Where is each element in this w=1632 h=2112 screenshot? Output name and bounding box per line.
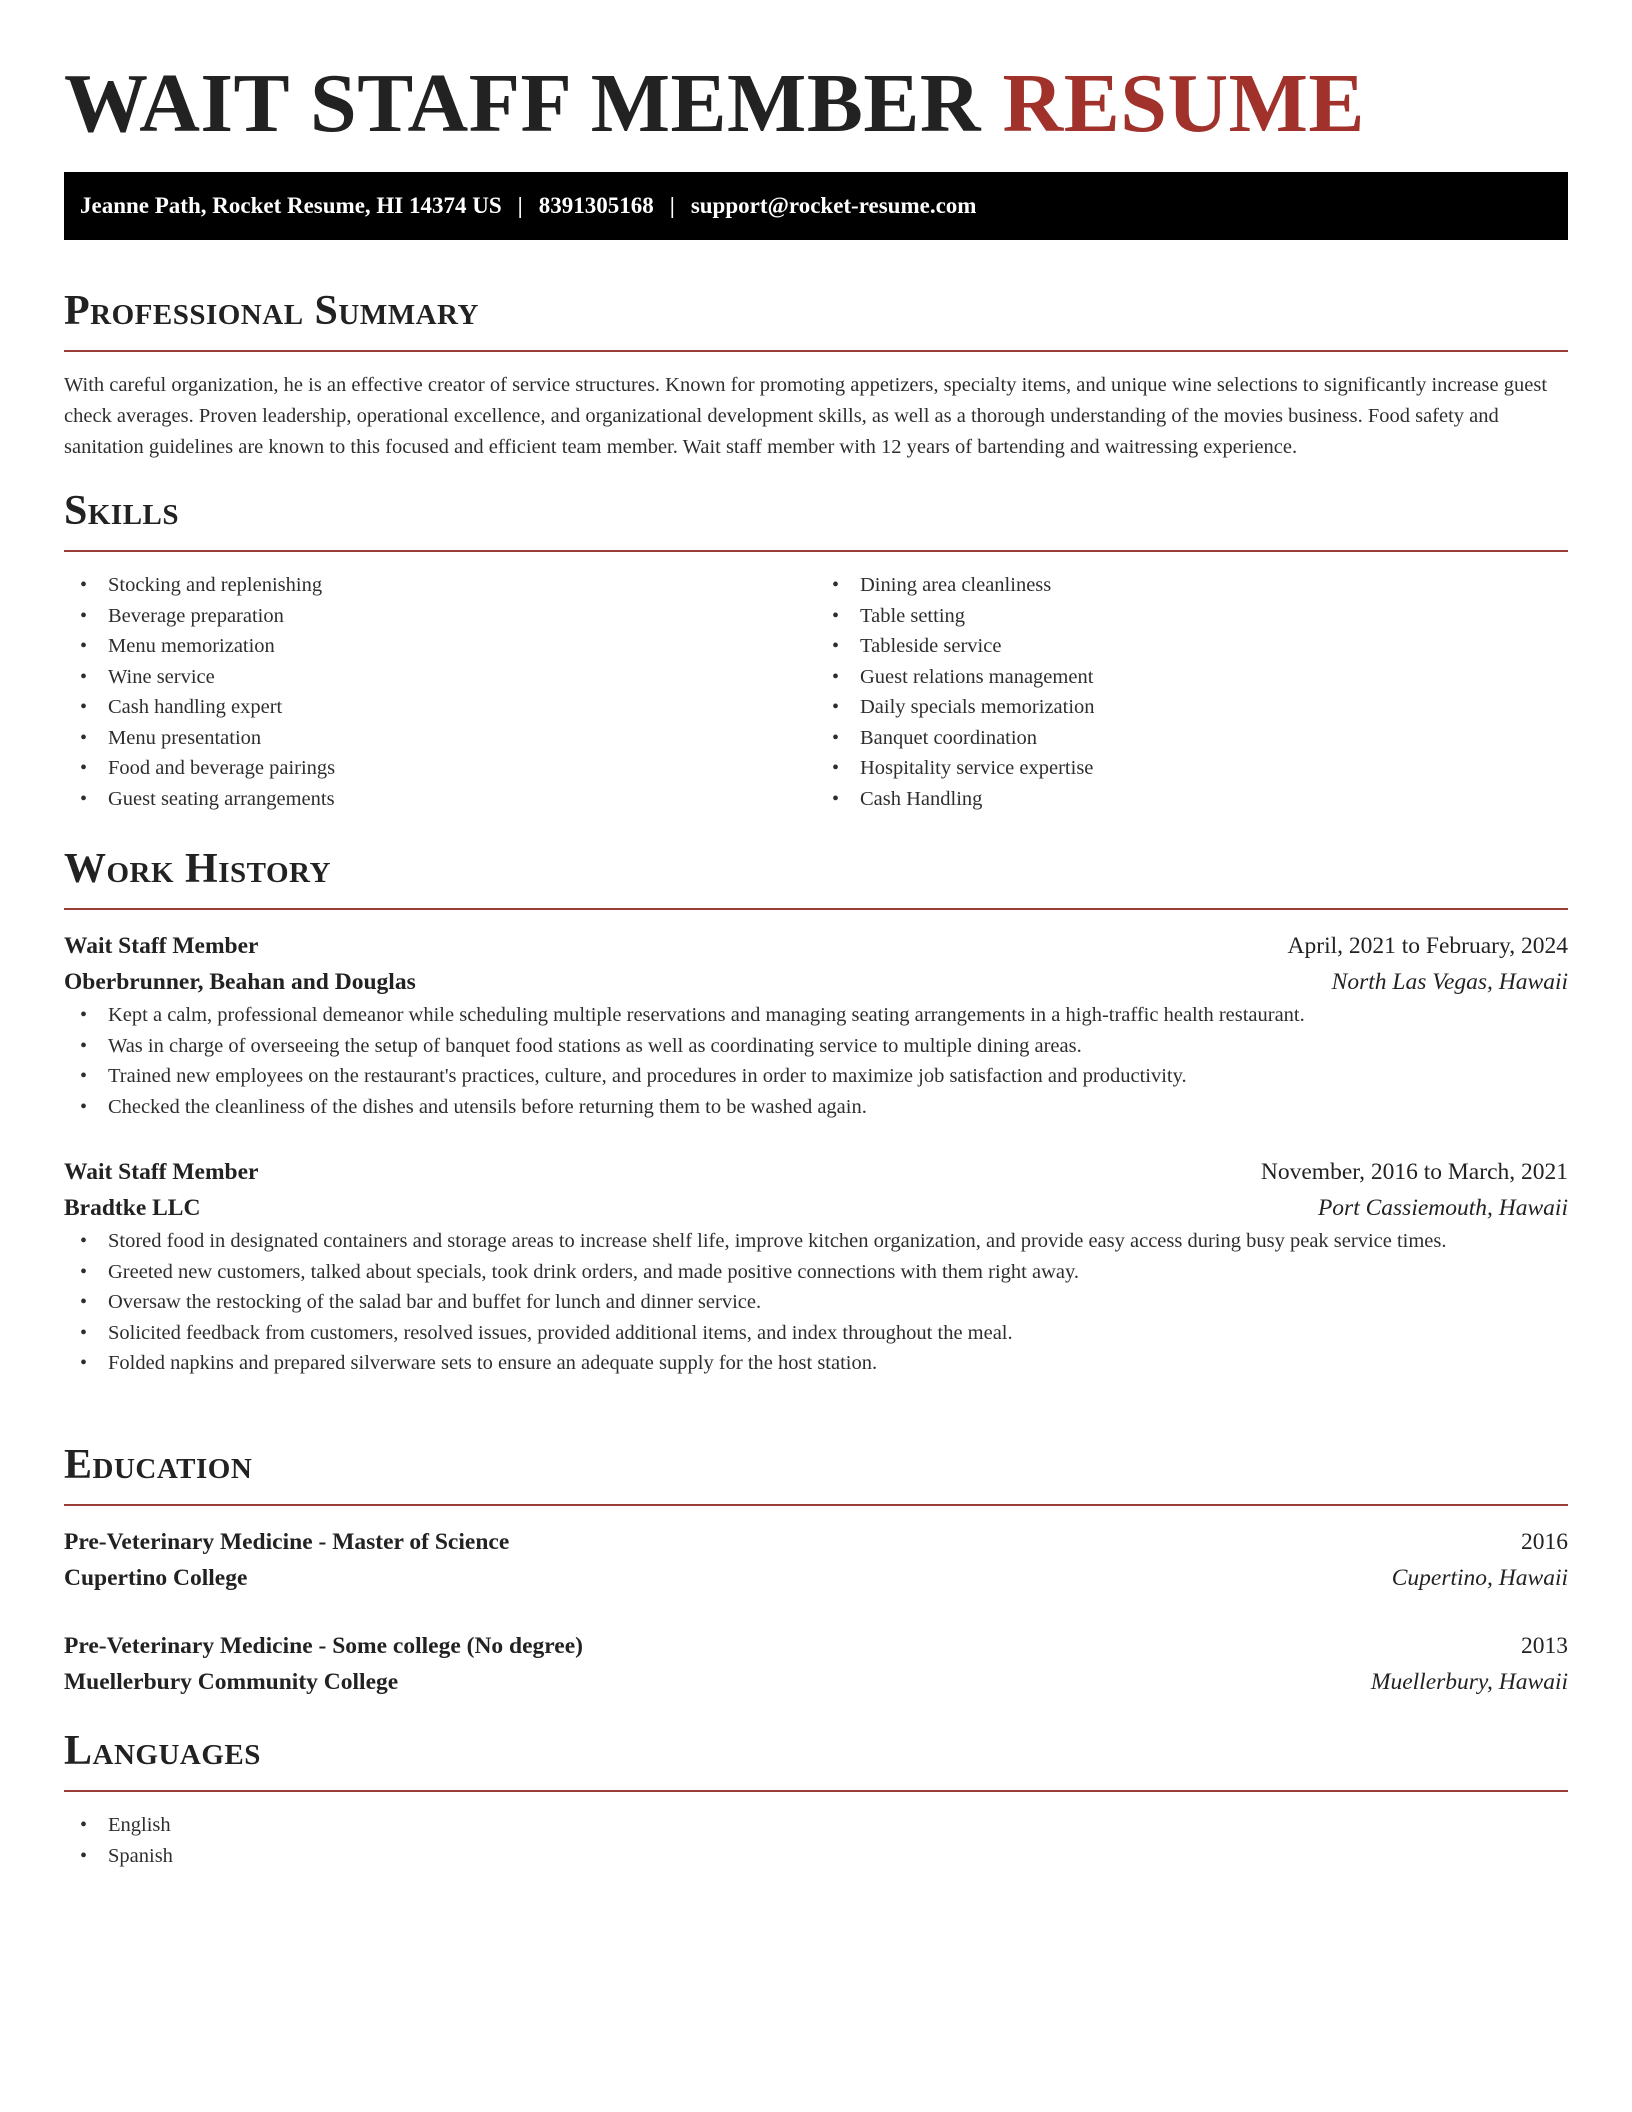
education-school-row (64, 1560, 1568, 1596)
skills-list-left (64, 570, 816, 814)
language-item: • Spanish (64, 1841, 1568, 1872)
language-item: • English (64, 1810, 1568, 1841)
section-heading: Education (64, 1442, 253, 1488)
job-duty: • Checked the cleanliness of the dishes and utensils before returning them to be washed again. (64, 1092, 1568, 1123)
contact-email: support@rocket-resume.com (690, 193, 977, 218)
job-entry (64, 1154, 1568, 1379)
skill-item: • Dining area cleanliness (816, 570, 1568, 601)
resume-title (64, 0, 1568, 150)
education-location: Cupertino, Hawaii (1391, 1565, 1568, 1591)
skill-item: • Beverage preparation (64, 601, 816, 632)
skill-item: • Menu memorization (64, 631, 816, 662)
section-divider (64, 1790, 1568, 1792)
section-divider (64, 908, 1568, 910)
skills-column-right (816, 570, 1568, 814)
languages-section (64, 1726, 1568, 1871)
job-duty: • Folded napkins and prepared silverware sets to ensure an adequate supply for the host station. (64, 1348, 1568, 1379)
job-location: Port Cassiemouth, Hawaii (1317, 1195, 1568, 1221)
education-degree: Pre-Veterinary Medicine - Master of Science (64, 1529, 510, 1555)
skill-item: • Daily specials memorization (816, 692, 1568, 723)
job-duty: • Stored food in designated containers and storage areas to increase shelf life, improve kitchen organization, and provide easy access during busy peak service times. (64, 1226, 1568, 1257)
education-school-row (64, 1664, 1568, 1700)
section-divider (64, 350, 1568, 352)
section-heading: Professional Summary (64, 288, 479, 334)
section-heading: Work History (64, 846, 331, 892)
contact-separator: | (669, 193, 675, 218)
education-header-row (64, 1524, 1568, 1560)
skill-item: • Guest seating arrangements (64, 784, 816, 815)
job-duties-list (64, 1226, 1568, 1379)
job-duty: • Was in charge of overseeing the setup of banquet food stations as well as coordinating service to multiple dining areas. (64, 1031, 1568, 1062)
job-duty: • Kept a calm, professional demeanor while scheduling multiple reservations and managing seating arrangements in a high-traffic health restaurant. (64, 1000, 1568, 1031)
skills-list-right (816, 570, 1568, 814)
skill-item: • Hospitality service expertise (816, 753, 1568, 784)
education-year: 2016 (1521, 1529, 1568, 1555)
education-section (64, 1440, 1568, 1700)
skills-section (64, 486, 1568, 814)
job-location: North Las Vegas, Hawaii (1331, 969, 1568, 995)
section-heading: Skills (64, 488, 180, 534)
job-duty: • Oversaw the restocking of the salad bar and buffet for lunch and dinner service. (64, 1287, 1568, 1318)
contact-phone: 8391305168 (538, 193, 654, 218)
education-year: 2013 (1521, 1633, 1568, 1659)
job-company-row (64, 1190, 1568, 1226)
skills-column-left (64, 570, 816, 814)
contact-separator: | (517, 193, 523, 218)
contact-address: Jeanne Path, Rocket Resume, HI 14374 US (80, 193, 502, 218)
languages-list (64, 1810, 1568, 1871)
summary-section (64, 286, 1568, 463)
education-entry (64, 1628, 1568, 1700)
title-main: WAIT STAFF MEMBER (64, 57, 982, 150)
job-duties-list (64, 1000, 1568, 1122)
skill-item: • Wine service (64, 662, 816, 693)
education-entry (64, 1524, 1568, 1596)
work-history-section (64, 844, 1568, 1379)
section-heading: Languages (64, 1728, 261, 1774)
job-header-row (64, 928, 1568, 964)
job-title: Wait Staff Member (64, 933, 259, 959)
skills-grid (64, 570, 1568, 814)
education-school: Muellerbury Community College (64, 1669, 399, 1695)
skill-item: • Cash Handling (816, 784, 1568, 815)
skill-item: • Cash handling expert (64, 692, 816, 723)
skill-item: • Stocking and replenishing (64, 570, 816, 601)
job-title: Wait Staff Member (64, 1159, 259, 1185)
skill-item: • Banquet coordination (816, 723, 1568, 754)
section-divider (64, 1504, 1568, 1506)
job-company: Oberbrunner, Beahan and Douglas (64, 969, 416, 995)
skill-item: • Menu presentation (64, 723, 816, 754)
education-location: Muellerbury, Hawaii (1370, 1669, 1568, 1695)
education-degree: Pre-Veterinary Medicine - Some college (No degree) (64, 1633, 583, 1659)
summary-text: With careful organization, he is an effective creator of service structures. Known for promoting appetizers, specialty items, and unique wine selections to significantly increase guest check averages. Proven leadership, operational excellence, and organizational development skills, as well as a thorough understanding of the movies business. Food safety and sanitation guidelines are known to this focused and efficient team member. Wait staff member with 12 years of bartending and waitressing experience. (64, 374, 1548, 458)
skill-item: • Food and beverage pairings (64, 753, 816, 784)
skill-item: • Guest relations management (816, 662, 1568, 693)
job-duty: • Trained new employees on the restaurant's practices, culture, and procedures in order to maximize job satisfaction and productivity. (64, 1061, 1568, 1092)
job-entry (64, 928, 1568, 1122)
job-dates: November, 2016 to March, 2021 (1260, 1159, 1568, 1185)
job-company: Bradtke LLC (64, 1195, 201, 1221)
section-divider (64, 550, 1568, 552)
job-duty: • Solicited feedback from customers, resolved issues, provided additional items, and index throughout the meal. (64, 1318, 1568, 1349)
title-accent: RESUME (1002, 57, 1365, 150)
skill-item: • Table setting (816, 601, 1568, 632)
education-header-row (64, 1628, 1568, 1664)
job-duty: • Greeted new customers, talked about specials, took drink orders, and made positive connections with them right away. (64, 1257, 1568, 1288)
job-company-row (64, 964, 1568, 1000)
job-header-row (64, 1154, 1568, 1190)
education-school: Cupertino College (64, 1565, 248, 1591)
skill-item: • Tableside service (816, 631, 1568, 662)
contact-bar (64, 172, 1568, 240)
job-dates: April, 2021 to February, 2024 (1287, 933, 1568, 959)
